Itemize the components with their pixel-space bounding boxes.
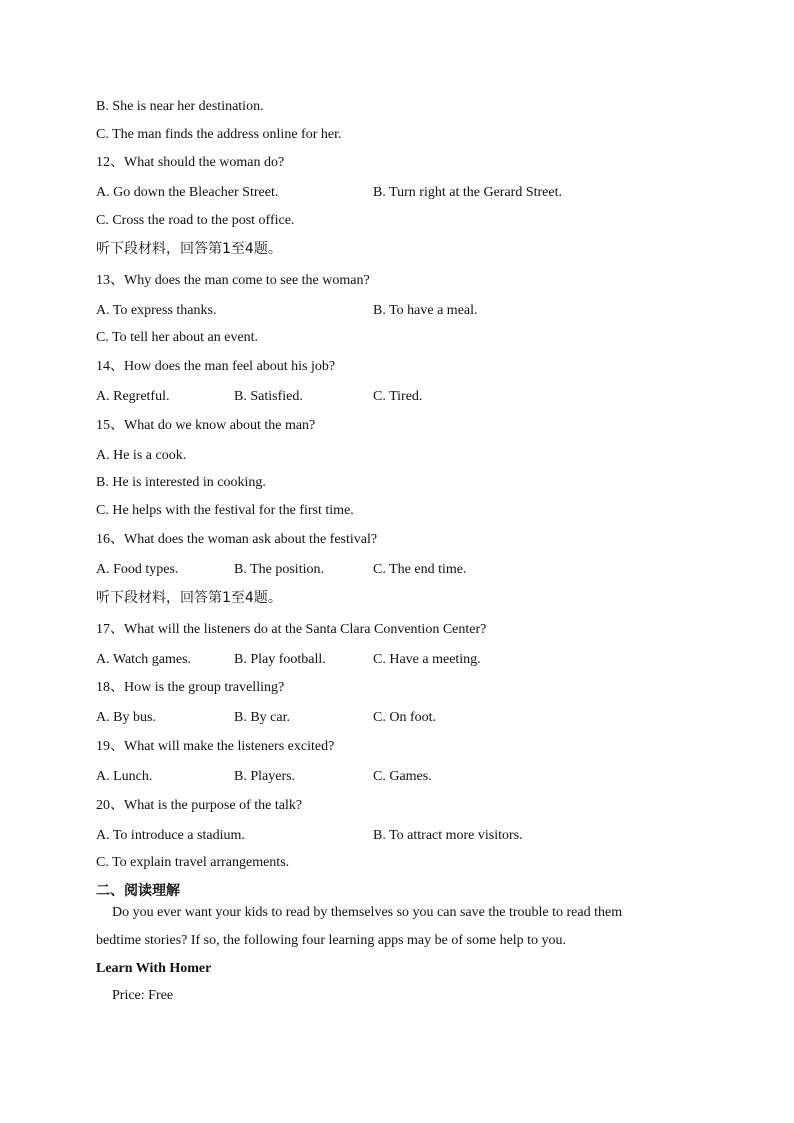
option-12b: B. Turn right at the Gerard Street.: [373, 185, 562, 200]
option-14b: B. Satisfied.: [234, 389, 303, 404]
section-heading-listening-2: 听下段材料，回答第1至4题。: [96, 590, 282, 606]
question-16: 16、What does the woman ask about the festival?: [96, 532, 378, 547]
option-11b: B. She is near her destination.: [96, 99, 264, 114]
option-11c: C. The man finds the address online for her.: [96, 127, 342, 142]
question-14: 14、How does the man feel about his job?: [96, 359, 336, 374]
option-14a: A. Regretful.: [96, 389, 170, 404]
section-heading-reading: 二、阅读理解: [96, 883, 180, 899]
option-14c: C. Tired.: [373, 389, 423, 404]
option-16c: C. The end time.: [373, 562, 467, 577]
app-title: Learn With Homer: [96, 961, 212, 976]
option-18b: B. By car.: [234, 710, 290, 725]
question-18: 18、How is the group travelling?: [96, 680, 285, 695]
question-20: 20、What is the purpose of the talk?: [96, 798, 303, 813]
option-16b: B. The position.: [234, 562, 324, 577]
option-19c: C. Games.: [373, 769, 432, 784]
option-12c: C. Cross the road to the post office.: [96, 213, 295, 228]
option-17c: C. Have a meeting.: [373, 652, 481, 667]
section-heading-listening-1: 听下段材料，回答第1至4题。: [96, 241, 282, 257]
option-19b: B. Players.: [234, 769, 296, 784]
option-12a: A. Go down the Bleacher Street.: [96, 185, 279, 200]
option-13c: C. To tell her about an event.: [96, 330, 259, 345]
option-15c: C. He helps with the festival for the first time.: [96, 503, 354, 518]
option-13a: A. To express thanks.: [96, 303, 217, 318]
option-15b: B. He is interested in cooking.: [96, 475, 266, 490]
option-16a: A. Food types.: [96, 562, 179, 577]
question-17: 17、What will the listeners do at the Santa Clara Convention Center?: [96, 622, 487, 637]
option-15a: A. He is a cook.: [96, 448, 187, 463]
option-13b: B. To have a meal.: [373, 303, 478, 318]
option-18a: A. By bus.: [96, 710, 156, 725]
paragraph-line-1: Do you ever want your kids to read by themselves so you can save the trouble to read them: [112, 905, 623, 920]
question-13: 13、Why does the man come to see the woman?: [96, 273, 370, 288]
option-20a: A. To introduce a stadium.: [96, 828, 245, 843]
option-17b: B. Play football.: [234, 652, 326, 667]
question-15: 15、What do we know about the man?: [96, 418, 316, 433]
option-20c: C. To explain travel arrangements.: [96, 855, 290, 870]
paragraph-line-2: bedtime stories? If so, the following four learning apps may be of some help to you.: [96, 933, 567, 948]
app-price: Price: Free: [112, 988, 174, 1003]
question-12: 12、What should the woman do?: [96, 155, 285, 170]
option-17a: A. Watch games.: [96, 652, 192, 667]
option-20b: B. To attract more visitors.: [373, 828, 523, 843]
option-18c: C. On foot.: [373, 710, 436, 725]
question-19: 19、What will make the listeners excited?: [96, 739, 335, 754]
option-19a: A. Lunch.: [96, 769, 153, 784]
